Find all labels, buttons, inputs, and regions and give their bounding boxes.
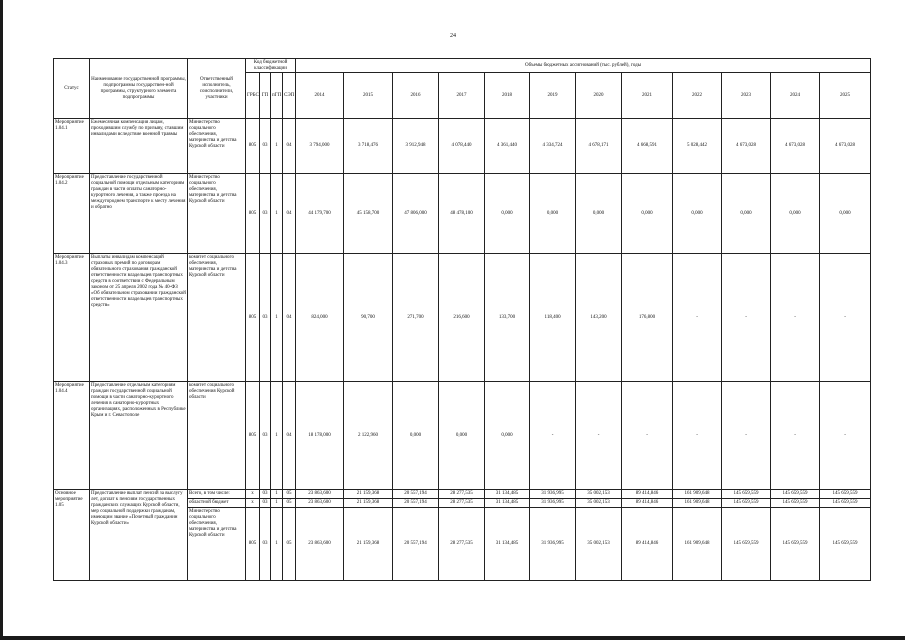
row-value: 4 334,724 [530,119,576,174]
header-year: 2014 [296,73,344,119]
header-year: 2017 [439,73,485,119]
row-value: - [530,382,576,490]
header-code: ГРБС [246,73,260,119]
header-year: 2016 [393,73,439,119]
header-code: СЭП [283,73,296,119]
row-code: x [246,490,260,499]
row-value: 145 659,559 [771,508,820,581]
table-row [54,382,871,490]
row-value: - [622,382,673,490]
row-status: Мероприятие 1.04.2 [54,174,90,254]
row-value: 118,400 [530,254,576,382]
row-code: 03 [260,254,271,382]
row-value: 3 794,000 [296,119,344,174]
row-value: 28 277,535 [439,508,485,581]
row-value: 23 863,600 [296,490,344,499]
row-value: 4 673,028 [722,119,771,174]
row-value: 45 158,700 [344,174,393,254]
row-executor: Министерство социального обеспечения, материнства и детства Курской области [188,508,246,581]
row-value: 133,700 [485,254,530,382]
row-status: Мероприятие 1.04.4 [54,382,90,490]
header-year: 2018 [485,73,530,119]
row-code: 805 [246,174,260,254]
page-number: 24 [450,33,456,39]
row-value: - [673,254,722,382]
table-header [54,59,871,119]
row-code: 1 [271,382,283,490]
row-code: 04 [283,382,296,490]
row-value: 35 002,153 [576,490,622,499]
row-code: 03 [260,508,271,581]
row-value: 28 277,535 [439,499,485,508]
row-code: 05 [283,508,296,581]
row-value: 31 134,485 [485,508,530,581]
row-value: 2 122,960 [344,382,393,490]
row-executor: комитет социального обеспечения Курской области [188,382,246,490]
row-value: 89 414,846 [622,508,673,581]
row-code: 04 [283,119,296,174]
header-year: 2015 [344,73,393,119]
row-name: Предоставление государственной социальной помощи отдельным категориям граждан в части оплаты санаторно-курортного лечения, а также проезда на междугороднем транспорте к месту лечения и обратно [90,174,188,254]
row-value: 4 078,440 [439,119,485,174]
row-code: 805 [246,254,260,382]
row-value: 143,200 [576,254,622,382]
row-value: 0,000 [622,174,673,254]
row-code: 805 [246,508,260,581]
header-year: 2024 [771,73,820,119]
row-value: - [771,254,820,382]
row-value: 4 361,440 [485,119,530,174]
row-code: 1 [271,174,283,254]
row-name: Предоставление выплат пенсий за выслугу лет, доплат к пенсиям государственных гражданских служащих Курской области, мер социальной поддержки гражданам, имеющим звание «Почетный гражданин Курской области» [90,490,188,581]
row-name: Предоставление отдельным категориям граждан государственной социальной помощи в части санаторно-курортного лечения в санаторно-курортных организациях, расположенных в Республике Крым и г. Севастополе [90,382,188,490]
row-value: 44 179,700 [296,174,344,254]
row-value: 176,800 [622,254,673,382]
row-value: 20 557,194 [393,499,439,508]
row-value: 145 659,559 [820,490,871,499]
header-volumes: Объемы бюджетных ассигнований (тыс. рублей), годы [296,59,871,73]
table-row [54,119,871,174]
budget-table [53,58,871,581]
row-value: 21 159,368 [344,490,393,499]
row-value: 48 478,100 [439,174,485,254]
table-row [54,254,871,382]
header-year: 2020 [576,73,622,119]
row-status: Мероприятие 1.04.3 [54,254,90,382]
row-code: 05 [283,499,296,508]
row-value: 20 557,194 [393,508,439,581]
row-value: 161 909,648 [673,490,722,499]
row-executor: Министерство социального обеспечения, материнства и детства Курской области [188,174,246,254]
row-code: 04 [283,174,296,254]
row-value: - [576,382,622,490]
row-value: 31 134,485 [485,490,530,499]
row-value: 145 659,559 [722,499,771,508]
row-value: - [820,382,871,490]
row-value: 0,000 [820,174,871,254]
row-status: Мероприятие 1.04.1 [54,119,90,174]
row-value: 4 678,171 [576,119,622,174]
row-value: 5 028,442 [673,119,722,174]
row-value: 145 659,559 [771,490,820,499]
row-value: 216,600 [439,254,485,382]
row-executor: Министерство социального обеспечения, материнства и детства Курской области [188,119,246,174]
row-value: 23 863,600 [296,499,344,508]
row-value: 3 718,476 [344,119,393,174]
row-value: 35 002,153 [576,499,622,508]
scan-border-left [0,0,3,640]
row-value: 28 277,535 [439,490,485,499]
row-value: 0,000 [673,174,722,254]
row-value: 0,000 [485,174,530,254]
header-year: 2019 [530,73,576,119]
row-code: 03 [260,174,271,254]
scan-border-bottom [0,636,905,640]
row-value: 0,000 [722,174,771,254]
row-value: - [673,382,722,490]
row-value: 4 673,028 [820,119,871,174]
row-value: 23 863,600 [296,508,344,581]
row-code: x [246,499,260,508]
header-year: 2021 [622,73,673,119]
row-value: 145 659,559 [820,499,871,508]
row-value: 0,000 [393,382,439,490]
row-value: 0,000 [576,174,622,254]
row-value: 47 806,000 [393,174,439,254]
row-executor: Всего, в том числе: [188,490,246,499]
row-value: - [722,254,771,382]
row-code: 03 [260,499,271,508]
row-value: 18 178,000 [296,382,344,490]
header-budget-code: Код бюджетной классификации [246,59,296,73]
row-code: 03 [260,119,271,174]
row-value: - [771,382,820,490]
row-value: 4 673,028 [771,119,820,174]
header-year: 2023 [722,73,771,119]
row-value: 90,700 [344,254,393,382]
row-code: 805 [246,119,260,174]
row-code: 03 [260,490,271,499]
row-value: 31 936,995 [530,499,576,508]
row-executor: областной бюджет [188,499,246,508]
row-code: 05 [283,490,296,499]
table-body [54,119,871,581]
row-value: 161 909,648 [673,499,722,508]
row-value: 824,000 [296,254,344,382]
row-value: 89 414,846 [622,490,673,499]
row-code: 1 [271,499,283,508]
row-value: 145 659,559 [722,508,771,581]
row-value: - [722,382,771,490]
row-code: 1 [271,254,283,382]
header-year: 2025 [820,73,871,119]
row-value: 4 668,591 [622,119,673,174]
table-row [54,174,871,254]
row-value: 161 909,648 [673,508,722,581]
row-name: Выплаты инвалидам компенсаций страховых премий по договорам обязательного страхования гражданской ответственности владельцев транспортных средств в соответствии с Федеральным законом от 25 апреля 2002 года № 40-ФЗ «Об обязательном страховании гражданской ответственности владельцев транспортных средств» [90,254,188,382]
row-code: 04 [283,254,296,382]
row-value: 0,000 [485,382,530,490]
row-value: 3 912,948 [393,119,439,174]
header-year: 2022 [673,73,722,119]
row-value: 89 414,846 [622,499,673,508]
row-value: 31 936,995 [530,490,576,499]
header-code: ГП [260,73,271,119]
row-code: 805 [246,382,260,490]
row-value: 145 659,559 [820,508,871,581]
header-status: Статус [54,59,90,119]
row-value: 21 159,368 [344,499,393,508]
row-name: Ежемесячная компенсация лицам, проходившим службу по призыву, ставшим инвалидами вследствие военной травмы [90,119,188,174]
row-executor: комитет социального обеспечения, материнства и детства Курской области [188,254,246,382]
row-value: 31 134,485 [485,499,530,508]
table-row [54,490,871,499]
row-value: 31 936,995 [530,508,576,581]
row-code: 1 [271,119,283,174]
row-value: 21 159,368 [344,508,393,581]
row-value: 0,000 [771,174,820,254]
row-value: 0,000 [530,174,576,254]
header-code: пГП [271,73,283,119]
row-status: Основное мероприятие 1.05 [54,490,90,581]
row-value: 145 659,559 [771,499,820,508]
row-value: 0,000 [439,382,485,490]
header-name: Наименование государственной программы, подпрограммы государствен-ной программы, структурного элемента подпрограммы [90,59,188,119]
header-executor: Ответственный исполнитель, соисполнители, участники [188,59,246,119]
row-value: 20 557,194 [393,490,439,499]
row-value: 271,700 [393,254,439,382]
row-value: 35 002,153 [576,508,622,581]
row-value: - [820,254,871,382]
row-code: 1 [271,508,283,581]
row-value: 145 659,559 [722,490,771,499]
row-code: 03 [260,382,271,490]
row-code: 1 [271,490,283,499]
